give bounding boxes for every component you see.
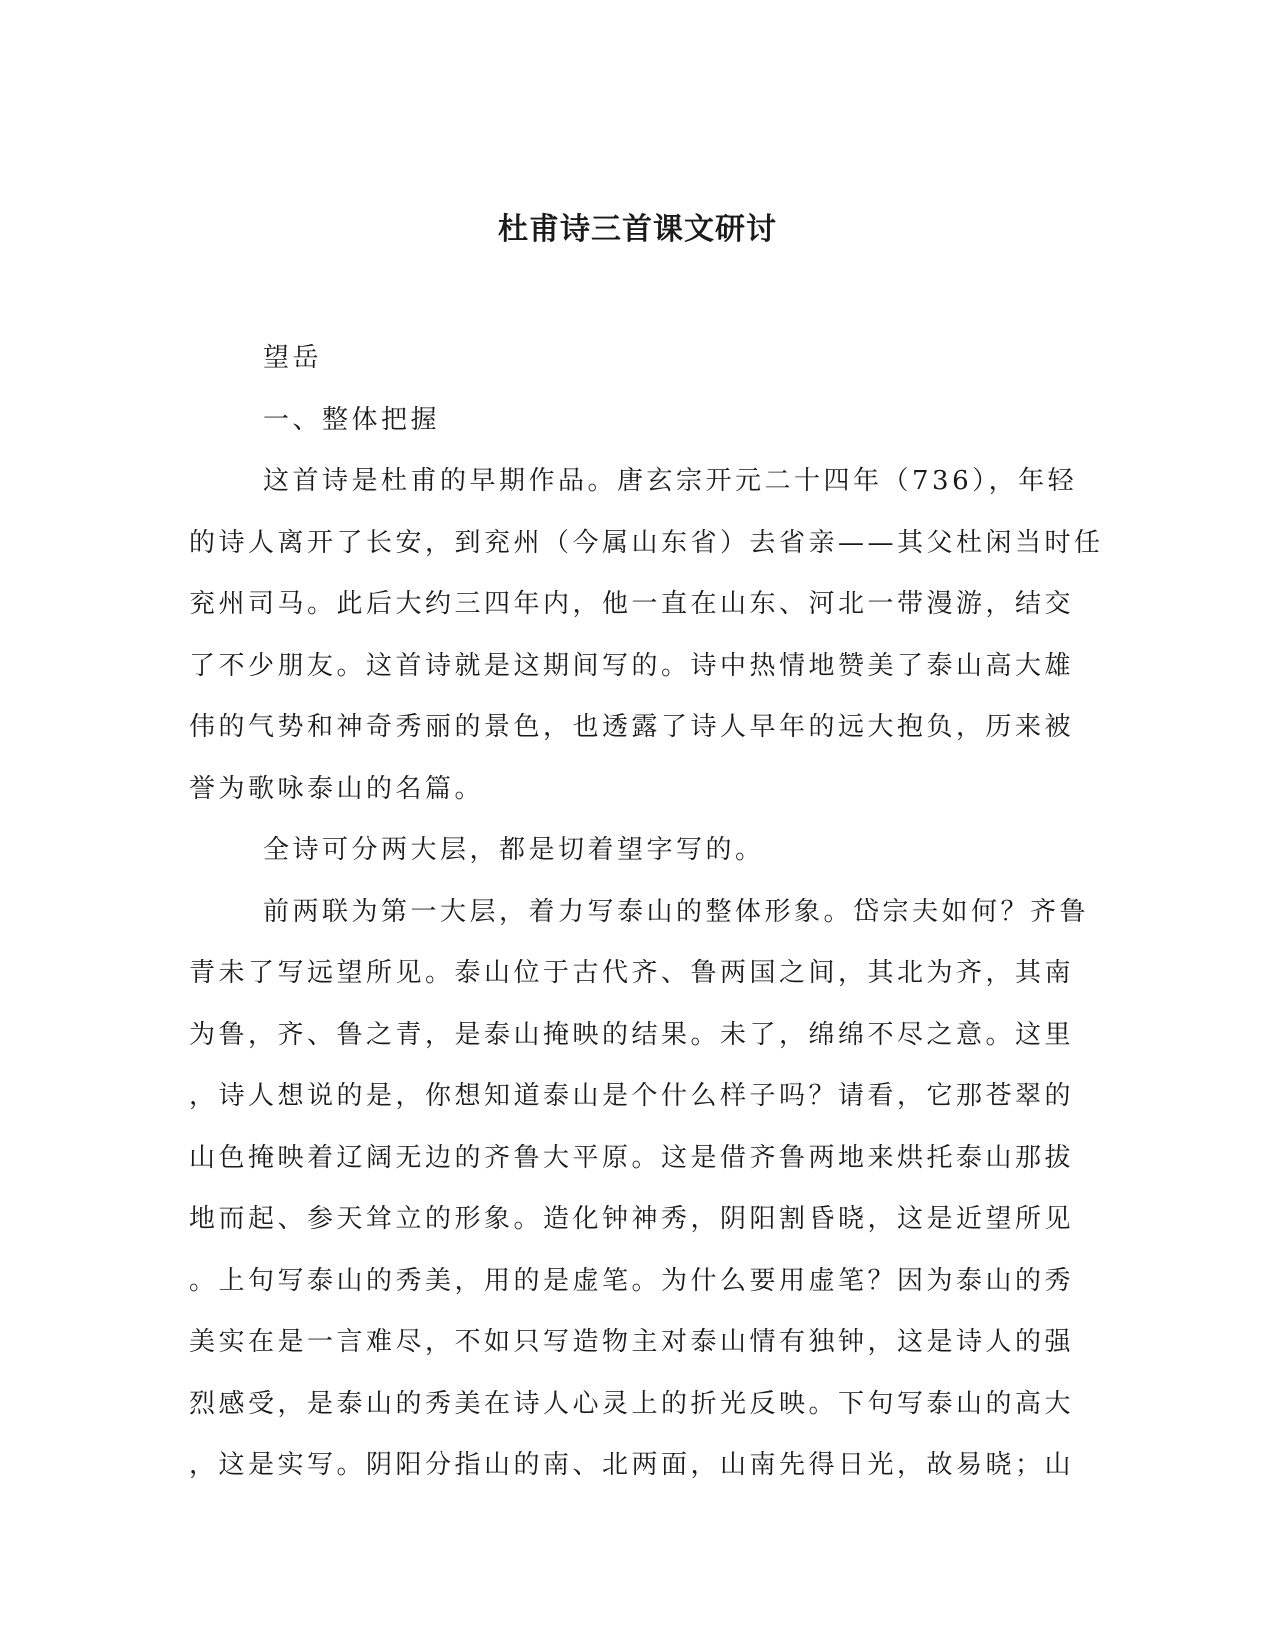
text-line: 。上句写泰山的秀美，用的是虚笔。为什么要用虚笔？因为泰山的秀: [189, 1265, 1075, 1296]
text-line: 烈感受，是泰山的秀美在诗人心灵上的折光反映。下句写泰山的高大: [189, 1388, 1075, 1419]
text-line: 兖州司马。此后大约三四年内，他一直在山东、河北一带漫游，结交: [189, 589, 1075, 619]
text-line: 誉为歌咏泰山的名篇。: [189, 773, 485, 804]
text-line: ，诗人想说的是，你想知道泰山是个什么样子吗？请看，它那苍翠的: [189, 1081, 1075, 1111]
text-line: 望岳: [263, 343, 323, 373]
text-line: 美实在是一言难尽，不如只写造物主对泰山情有独钟，这是诗人的强: [189, 1327, 1075, 1357]
document-body: [189, 328, 1104, 1497]
text-line: 山色掩映着辽阔无边的齐鲁大平原。这是借齐鲁两地来烘托泰山那拔: [189, 1142, 1075, 1173]
text-line: 全诗可分两大层，都是切着望字写的。: [263, 835, 765, 865]
text-line: 了不少朋友。这首诗就是这期间写的。诗中热情地赞美了泰山高大雄: [189, 650, 1075, 681]
text-line: 这首诗是杜甫的早期作品。唐玄宗开元二十四年（736），年轻: [263, 466, 1078, 496]
text-line: 为鲁，齐、鲁之青，是泰山掩映的结果。未了，绵绵不尽之意。这里: [189, 1019, 1075, 1050]
text-line: ，这是实写。阴阳分指山的南、北两面，山南先得日光，故易晓；山: [189, 1450, 1075, 1480]
text-line: 青未了写远望所见。泰山位于古代齐、鲁两国之间，其北为齐，其南: [189, 958, 1075, 988]
text-line: 一、整体把握: [263, 404, 441, 435]
text-line: 的诗人离开了长安，到兖州（今属山东省）去省亲——其父杜闲当时任: [189, 527, 1104, 558]
text-line: 前两联为第一大层，着力写泰山的整体形象。岱宗夫如何？齐鲁: [263, 896, 1090, 927]
document-title: 杜甫诗三首课文研讨: [498, 212, 777, 247]
text-line: 地而起、参天耸立的形象。造化钟神秀，阴阳割昏晓，这是近望所见: [189, 1204, 1075, 1234]
text-line: 伟的气势和神奇秀丽的景色，也透露了诗人早年的远大抱负，历来被: [189, 712, 1075, 742]
